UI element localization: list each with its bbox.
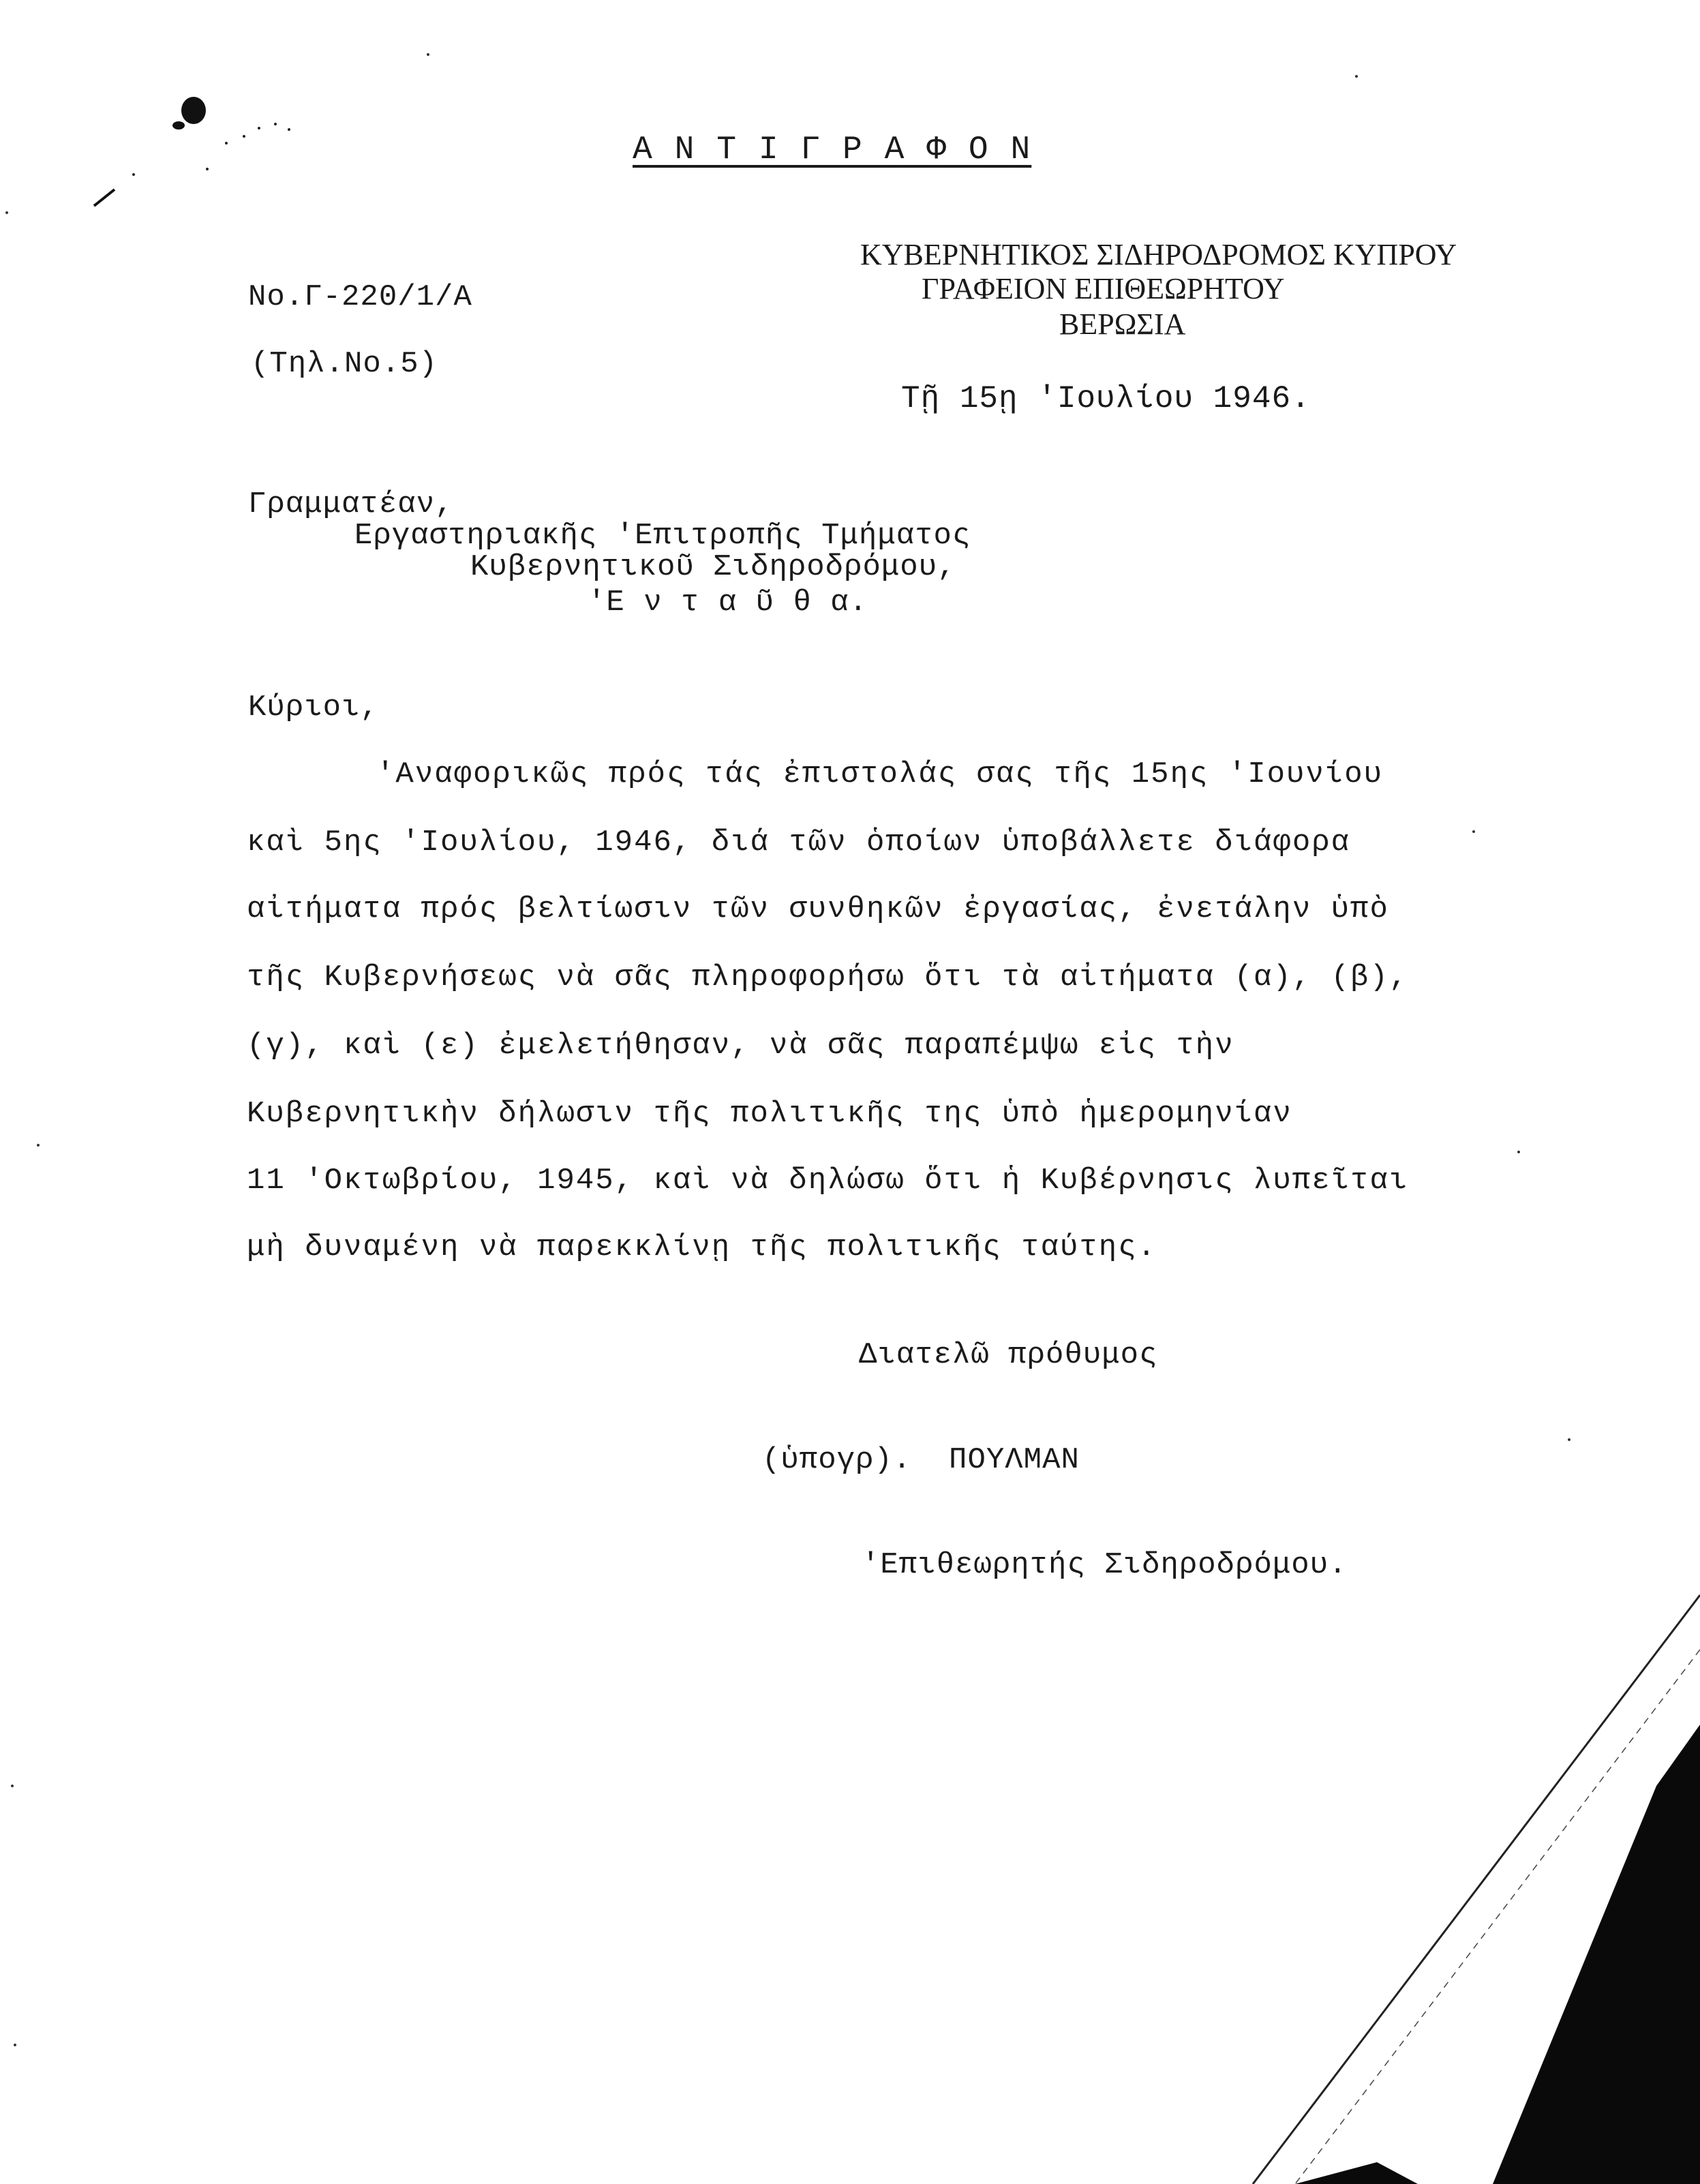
body-line: μὴ δυναμένη νὰ παρεκκλίνῃ τῆς πολιτικῆς ταύτης. (247, 1230, 1157, 1264)
signature: (ὑπογρ). ΠΟΥΛΜΑΝ (762, 1443, 1080, 1477)
letterhead-line-1: ΚΥΒΕΡΝΗΤΙΚΟΣ ΣΙΔΗΡΟΔΡΟΜΟΣ ΚΥΠΡΟΥ (860, 238, 1457, 271)
signatory-title: 'Επιθεωρητής Σιδηροδρόμου. (862, 1548, 1348, 1582)
body-line: (γ), καὶ (ε) ἐμελετήθησαν, νὰ σᾶς παραπέμψω εἰς τὴν (247, 1029, 1234, 1063)
body-line: Κυβερνητικὴν δήλωσιν τῆς πολιτικῆς της ὑπὸ ἡμερομηνίαν (247, 1097, 1292, 1131)
body-line: καὶ 5ης 'Ιουλίου, 1946, διά τῶν ὁποίων ὑποβάλλετε διάφορα (247, 825, 1351, 860)
letter-date: Τῇ 15ῃ 'Ιουλίου 1946. (901, 381, 1311, 416)
body-line: αἰτήματα πρός βελτίωσιν τῶν συνθηκῶν ἐργασίας, ἐνετάλην ὑπὸ (247, 892, 1389, 926)
greeting: Κύριοι, (248, 691, 379, 725)
letterhead-line-2: ΓΡΑΦΕΙΟΝ ΕΠΙΘΕΩΡΗΤΟΥ (922, 272, 1285, 305)
letterhead-line-3: ΒΕΡΩΣΙΑ (1059, 307, 1186, 341)
document-title: Α Ν Τ Ι Γ Ρ Α Φ Ο Ν (633, 132, 1032, 168)
reference-number: No.Γ-220/1/Α (248, 280, 472, 314)
closing: Διατελῶ πρόθυμος (859, 1338, 1158, 1372)
recipient-line-3: Κυβερνητικοῦ Σιδηροδρόμου, (470, 550, 956, 584)
body-line: τῆς Κυβερνήσεως νὰ σᾶς πληροφορήσω ὅτι τὰ αἰτήματα (α), (β), (247, 960, 1409, 995)
recipient-line-4: 'Ε ν τ α ῦ θ α. (588, 586, 868, 620)
body-line: 11 'Οκτωβρίου, 1945, καὶ νὰ δηλώσω ὅτι ἡ Κυβέρνησις λυπεῖται (247, 1164, 1409, 1198)
recipient-line-2: Εργαστηριακῆς 'Επιτροπῆς Τμήματος (354, 519, 971, 553)
telephone-number: (Τηλ.Νο.5) (251, 347, 438, 381)
recipient-line-1: Γραμματέαν, (248, 487, 454, 521)
body-line: 'Αναφορικῶς πρός τάς ἐπιστολάς σας τῆς 15ης 'Ιουνίου (376, 757, 1384, 791)
